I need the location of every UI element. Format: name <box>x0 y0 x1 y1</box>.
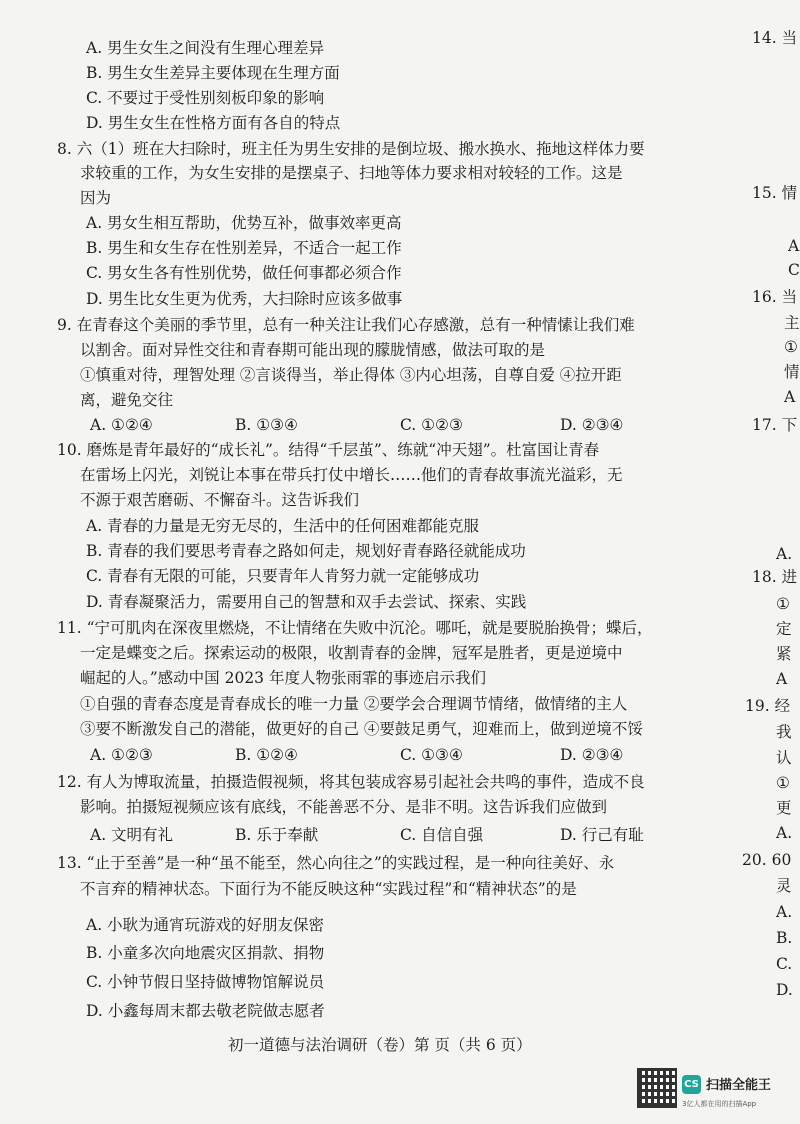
q12-option-a: A. 文明有礼 <box>90 826 174 844</box>
q7-option-b: B. 男生女生差异主要体现在生理方面 <box>86 64 340 82</box>
q9-options <box>90 415 690 435</box>
q9-option-d: D. ②③④ <box>560 416 624 434</box>
edge-fragment: 灵 <box>776 877 792 895</box>
q9-option-b: B. ①③④ <box>235 416 298 434</box>
q8-stem-line1: 8. 六（1）班在大扫除时，班主任为男生安排的是倒垃圾、搬水换水、拖地这样体力要 <box>57 140 645 158</box>
edge-q20: 20. 60 <box>742 851 792 869</box>
page-footer: 初一道德与法治调研（卷）第 页（共 6 页） <box>228 1036 532 1054</box>
q11-stem-line5: ③要不断激发自己的潜能，做更好的自己 ④要鼓足勇气，迎难而上，做到逆境不馁 <box>80 720 643 738</box>
edge-q14: 14. 当 <box>752 29 798 47</box>
q11-stem-line3: 崛起的人。”感动中国 2023 年度人物张雨霏的事迹启示我们 <box>80 669 486 687</box>
q10-option-a: A. 青春的力量是无穷无尽的，生活中的任何困难都能克服 <box>86 517 480 535</box>
qr-code-icon <box>637 1068 677 1108</box>
q7-option-a: A. 男生女生之间没有生理心理差异 <box>86 39 325 57</box>
q12-option-c: C. 自信自强 <box>400 826 484 844</box>
q9-stem-line1: 9. 在青春这个美丽的季节里，总有一种关注让我们心存感激，总有一种情愫让我们难 <box>57 316 635 334</box>
edge-fragment: A <box>784 388 796 406</box>
edge-fragment: 紧 <box>776 645 792 663</box>
edge-q19: 19. 经 <box>745 697 791 715</box>
edge-q16: 16. 当 <box>752 288 798 306</box>
q12-stem-line2: 影响。拍摄短视频应该有底线，不能善恶不分、是非不明。这告诉我们应做到 <box>80 798 608 816</box>
q9-option-c: C. ①②③ <box>400 416 463 434</box>
edge-fragment: 我 <box>776 723 792 741</box>
q12-option-d: D. 行己有耻 <box>560 826 644 844</box>
q13-stem-line1: 13. “止于至善”是一种“虽不能至，然心向往之”的实践过程，是一种向往美好、永 <box>57 854 615 872</box>
q9-option-a: A. ①②④ <box>90 416 153 434</box>
edge-fragment: D. <box>776 981 793 999</box>
edge-fragment: 定 <box>776 620 792 638</box>
q12-options <box>90 825 690 845</box>
edge-q15: 15. 情 <box>752 184 798 202</box>
q11-options <box>90 745 690 765</box>
scanner-brand: 扫描全能王 <box>706 1078 772 1093</box>
edge-fragment: ① <box>776 774 790 792</box>
edge-fragment: A <box>776 670 788 688</box>
q10-option-d: D. 青春凝聚活力，需要用自己的智慧和双手去尝试、探索、实践 <box>86 593 527 611</box>
q8-option-d: D. 男生比女生更为优秀，大扫除时应该多做事 <box>86 290 403 308</box>
q8-stem-line3: 因为 <box>80 189 112 207</box>
q11-option-c: C. ①③④ <box>400 746 463 764</box>
q9-stem-line4: 离，避免交往 <box>80 391 174 409</box>
edge-fragment: A <box>788 237 800 255</box>
edge-fragment: 更 <box>776 799 792 817</box>
edge-fragment: B. <box>776 929 793 947</box>
q10-stem-line3: 不源于艰苦磨砺、不懈奋斗。这告诉我们 <box>80 491 360 509</box>
q8-stem-line2: 求较重的工作，为女生安排的是摆桌子、扫地等体力要求相对较轻的工作。这是 <box>80 164 623 182</box>
q11-option-d: D. ②③④ <box>560 746 624 764</box>
scanner-slogan: 3亿人都在用的扫描App <box>682 1100 757 1108</box>
q11-stem-line1: 11. “宁可肌肉在深夜里燃烧，不让情绪在失败中沉沦。哪吒，就是要脱胎换骨；蝶后， <box>57 619 653 637</box>
edge-fragment: C <box>788 261 800 279</box>
q10-stem-line2: 在雷场上闪光，刘锐让本事在带兵打仗中增长……他们的青春故事流光溢彩，无 <box>80 466 623 484</box>
q9-stem-line2: 以割舍。面对异性交往和青春期可能出现的朦胧情感，做法可取的是 <box>80 341 546 359</box>
q10-option-b: B. 青春的我们要思考青春之路如何走，规划好青春路径就能成功 <box>86 542 526 560</box>
edge-q17: 17. 下 <box>752 416 798 434</box>
q11-option-a: A. ①②③ <box>90 746 153 764</box>
edge-fragment: 主 <box>784 314 800 332</box>
edge-fragment: ① <box>776 595 790 613</box>
edge-fragment: C. <box>776 955 793 973</box>
q11-stem-line2: 一定是蝶变之后。探索运动的极限，收割青春的金牌，冠军是胜者，更是逆境中 <box>80 644 623 662</box>
edge-fragment: A. <box>776 824 793 842</box>
q8-option-c: C. 男女生各有性别优势，做任何事都必须合作 <box>86 264 402 282</box>
edge-fragment: A. <box>776 545 793 563</box>
q9-stem-line3: ①慎重对待，理智处理 ②言谈得当，举止得体 ③内心坦荡，自尊自爱 ④拉开距 <box>80 366 622 384</box>
edge-fragment: 情 <box>784 363 800 381</box>
q12-option-b: B. 乐于奉献 <box>235 826 319 844</box>
edge-q18: 18. 进 <box>752 568 798 586</box>
edge-fragment: 认 <box>776 749 792 767</box>
q13-option-b: B. 小童多次向地震灾区捐款、捐物 <box>86 944 325 962</box>
edge-fragment: ① <box>784 338 798 356</box>
q13-stem-line2: 不言弃的精神状态。下面行为不能反映这种“实践过程”和“精神状态”的是 <box>80 880 577 898</box>
q10-option-c: C. 青春有无限的可能，只要青年人肯努力就一定能够成功 <box>86 567 480 585</box>
q8-option-b: B. 男生和女生存在性别差异，不适合一起工作 <box>86 239 402 257</box>
q12-stem-line1: 12. 有人为博取流量，拍摄造假视频，将其包装成容易引起社会共鸣的事件，造成不良 <box>57 773 645 791</box>
q13-option-d: D. 小鑫每周末都去敬老院做志愿者 <box>86 1002 325 1020</box>
camscanner-logo-icon: CS <box>682 1075 701 1094</box>
q11-option-b: B. ①②④ <box>235 746 298 764</box>
q8-option-a: A. 男女生相互帮助，优势互补，做事效率更高 <box>86 214 402 232</box>
q10-stem-line1: 10. 磨炼是青年最好的“成长礼”。结得“千层茧”、练就“冲天翅”。杜富国让青春 <box>57 441 600 459</box>
q13-option-c: C. 小钟节假日坚持做博物馆解说员 <box>86 973 325 991</box>
edge-fragment: A. <box>776 903 793 921</box>
q11-stem-line4: ①自强的青春态度是青春成长的唯一力量 ②要学会合理调节情绪，做情绪的主人 <box>80 695 628 713</box>
q13-option-a: A. 小耿为通宵玩游戏的好朋友保密 <box>86 916 325 934</box>
q7-option-d: D. 男生女生在性格方面有各自的特点 <box>86 114 341 132</box>
q7-option-c: C. 不要过于受性别刻板印象的影响 <box>86 89 325 107</box>
